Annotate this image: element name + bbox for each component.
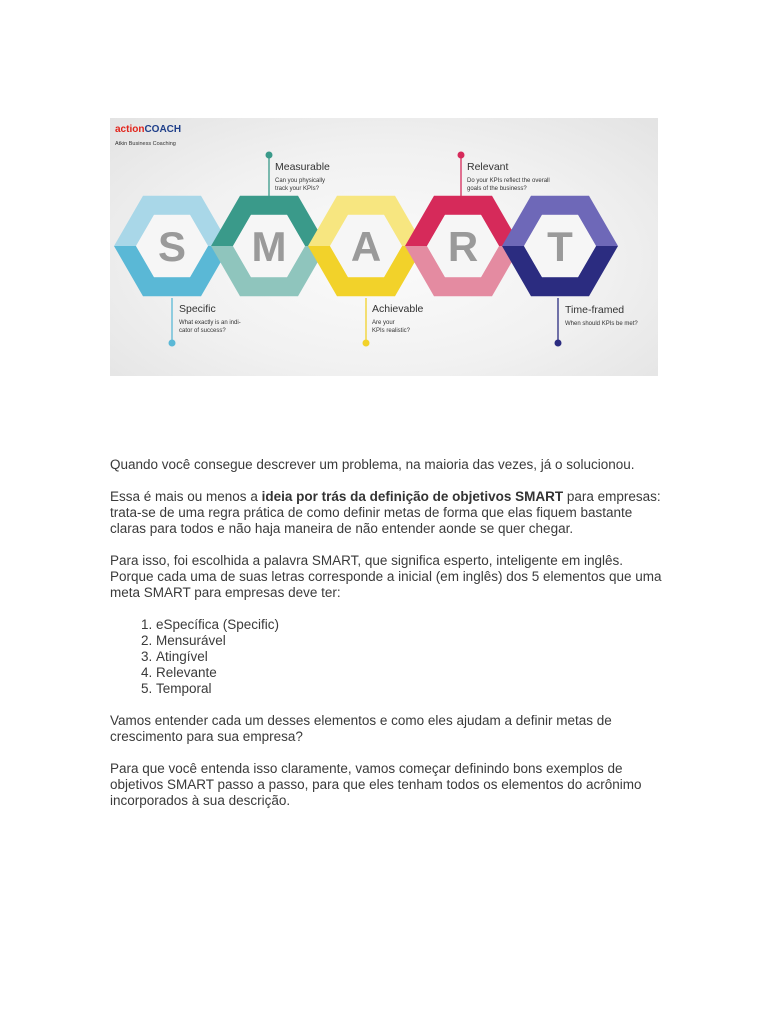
article-body — [110, 457, 665, 825]
smart-elements-list — [110, 617, 665, 697]
timeframed-title: Time-framed — [565, 304, 625, 316]
measurable-dot — [266, 152, 273, 159]
list-item: 4. Relevante — [156, 665, 665, 681]
list-item: 5. Temporal — [156, 681, 665, 697]
paragraph-1: Quando você consegue descrever um problema, na maioria das vezes, já o solucionou. — [110, 457, 635, 472]
smart-infographic — [110, 118, 658, 376]
specific-dot — [169, 340, 176, 347]
hexagon-chain — [114, 196, 618, 296]
specific-desc-1: What exactly is an indi- — [179, 320, 241, 326]
list-item: 2. Mensurável — [156, 633, 665, 649]
letter-s: S — [157, 223, 187, 270]
achievable-title: Achievable — [372, 303, 424, 315]
list-item: 3. Atingível — [156, 649, 665, 665]
timeframed-dot — [555, 340, 562, 347]
paragraph-3: Para isso, foi escolhida a palavra SMART, que significa esperto, inteligente em inglês. Porque cada uma de suas letras corresponde a inicial (em inglês) dos 5 elementos que uma meta SMART para empresas deve ter: — [110, 553, 662, 600]
relevant-desc-1: Do your KPIs reflect the overall — [467, 178, 550, 184]
letter-t: T — [547, 223, 573, 270]
logo-tagline: Atkin Business Coaching — [115, 141, 176, 147]
paragraph-2: Essa é mais ou menos a ideia por trás da definição de objetivos SMART para empresas: trata-se de uma regra prática de como definir metas de forma que elas fiquem bastante claras para todos e não haja maneira de não entender aonde se quer chegar. — [110, 489, 661, 536]
achievable-desc-1: Are your — [372, 320, 395, 326]
paragraph-4: Vamos entender cada um desses elementos e como eles ajudam a definir metas de crescimento para sua empresa? — [110, 713, 612, 744]
achievable-dot — [363, 340, 370, 347]
specific-desc-2: cator of success? — [179, 328, 226, 334]
letter-m: M — [251, 223, 287, 270]
achievable-desc-2: KPIs realistic? — [372, 328, 411, 334]
timeframed-desc-1: When should KPIs be met? — [565, 321, 638, 327]
logo: actionCOACH — [115, 124, 182, 135]
measurable-desc-2: track your KPIs? — [275, 186, 320, 192]
relevant-dot — [458, 152, 465, 159]
list-item: 1. eSpecífica (Specific) — [156, 617, 665, 633]
paragraph-5: Para que você entenda isso claramente, vamos começar definindo bons exemplos de objetivos SMART passo a passo, para que eles tenham todos os elementos do acrônimo incorporados à sua descrição. — [110, 761, 642, 808]
paragraph-2-bold: ideia por trás da definição de objetivos SMART — [261, 489, 564, 504]
relevant-title: Relevant — [467, 161, 509, 173]
measurable-desc-1: Can you physically — [275, 178, 326, 184]
specific-title: Specific — [179, 303, 216, 315]
smart-diagram — [110, 118, 658, 376]
measurable-title: Measurable — [275, 161, 330, 173]
relevant-desc-2: goals of the business? — [467, 186, 527, 192]
letter-r: R — [447, 223, 479, 270]
letter-a: A — [350, 223, 382, 270]
